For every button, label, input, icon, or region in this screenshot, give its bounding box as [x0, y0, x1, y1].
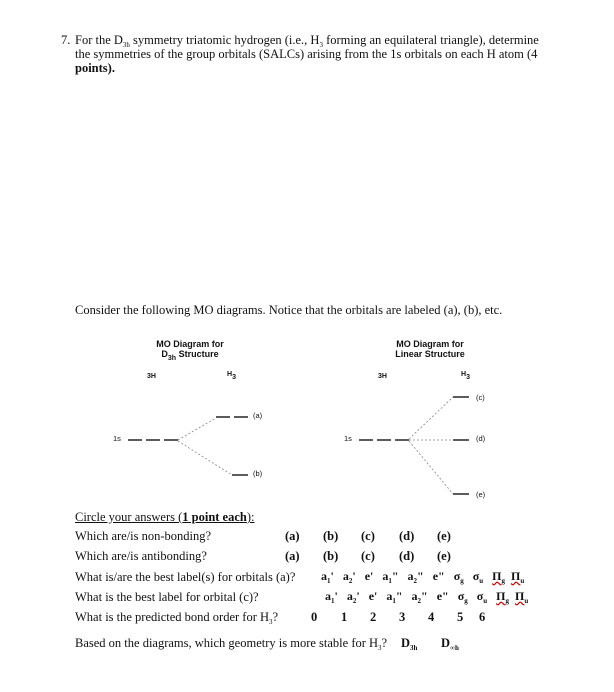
antibonding-option-a[interactable]: (a): [285, 549, 300, 563]
question-antibonding: Which are/is antibonding?: [75, 549, 207, 563]
question-bond-order: What is the predicted bond order for $H_3$?: [75, 610, 279, 626]
antibonding-option-d[interactable]: (d): [399, 549, 415, 563]
question-line-1: For the $D_{3h}$ symmetry triatomic hydrogen (i.e., $H_3$ forming an equilateral triangle), determine: [75, 33, 539, 49]
question-number: 7.: [61, 33, 71, 47]
geometry-option-d3h[interactable]: $D_{3h}$: [401, 636, 418, 652]
left-diagram-title: MO Diagram for $D_{3h}$ Structure: [156, 339, 224, 362]
right-header-h3: $H_3$: [461, 371, 470, 381]
orbital-label-b: (b): [253, 469, 263, 478]
bond-order-5[interactable]: 5: [457, 610, 464, 624]
left-diagram-correlation-lines: [178, 418, 232, 475]
right-header-3h: 3H: [378, 373, 387, 380]
right-diagram-levels: [359, 397, 469, 494]
consider-text: Consider the following MO diagrams. Notice that the orbitals are labeled (a), (b), etc.: [75, 303, 503, 317]
orbital-label-e: (e): [476, 490, 486, 499]
orbital-label-c: (c): [476, 393, 485, 402]
antibonding-option-c[interactable]: (c): [361, 549, 375, 563]
nonbonding-option-a[interactable]: (a): [285, 529, 300, 543]
antibonding-option-b[interactable]: (b): [323, 549, 339, 563]
nonbonding-option-c[interactable]: (c): [361, 529, 375, 543]
right-ao-label: 1s: [344, 434, 352, 443]
nonbonding-option-b[interactable]: (b): [323, 529, 339, 543]
left-diagram-levels: [128, 417, 248, 475]
bond-order-2[interactable]: 2: [370, 610, 377, 624]
question-label-a: What is/are the best label(s) for orbitals (a)?: [75, 570, 296, 584]
question-geometry: Based on the diagrams, which geometry is more stable for $H_3$?: [75, 636, 388, 652]
question-label-c: What is the best label for orbital (c)?: [75, 590, 259, 604]
answers-heading: Circle your answers (1 point each):: [75, 510, 255, 524]
antibonding-option-e[interactable]: (e): [437, 549, 451, 563]
bond-order-0[interactable]: 0: [311, 610, 318, 624]
question-nonbonding: Which are/is non-bonding?: [75, 529, 212, 543]
question-line-3: points).: [75, 61, 115, 75]
left-ao-label: 1s: [113, 434, 121, 443]
orbital-label-a: (a): [253, 411, 263, 420]
nonbonding-option-e[interactable]: (e): [437, 529, 451, 543]
bond-order-3[interactable]: 3: [399, 610, 406, 624]
geometry-option-dinfh[interactable]: $D_{\infty h}$: [441, 636, 459, 652]
nonbonding-option-d[interactable]: (d): [399, 529, 415, 543]
bond-order-4[interactable]: 4: [428, 610, 435, 624]
question-line-2: the symmetries of the group orbitals (SALCs) arising from the 1s orbitals on each H atom (4: [75, 47, 538, 61]
left-header-h3: $H_3$: [227, 371, 236, 381]
label-c-options[interactable]: $a_1'$ $a_2'$ e' $a_1$" $a_2$" e" $\sigma_g$ $\sigma_u$ $\Pi_g$ $\Pi_u$: [325, 589, 529, 605]
label-a-options[interactable]: $a_1'$ $a_2'$ e' $a_1$" $a_2$" e" $\sigma_g$ $\sigma_u$ $\Pi_g$ $\Pi_u$: [321, 569, 525, 585]
right-diagram-correlation-lines: [409, 397, 453, 494]
right-diagram-title: MO Diagram for Linear Structure: [395, 339, 465, 359]
bond-order-1[interactable]: 1: [341, 610, 348, 624]
bond-order-6[interactable]: 6: [479, 610, 486, 624]
orbital-label-d: (d): [476, 434, 486, 443]
left-header-3h: 3H: [147, 373, 156, 380]
